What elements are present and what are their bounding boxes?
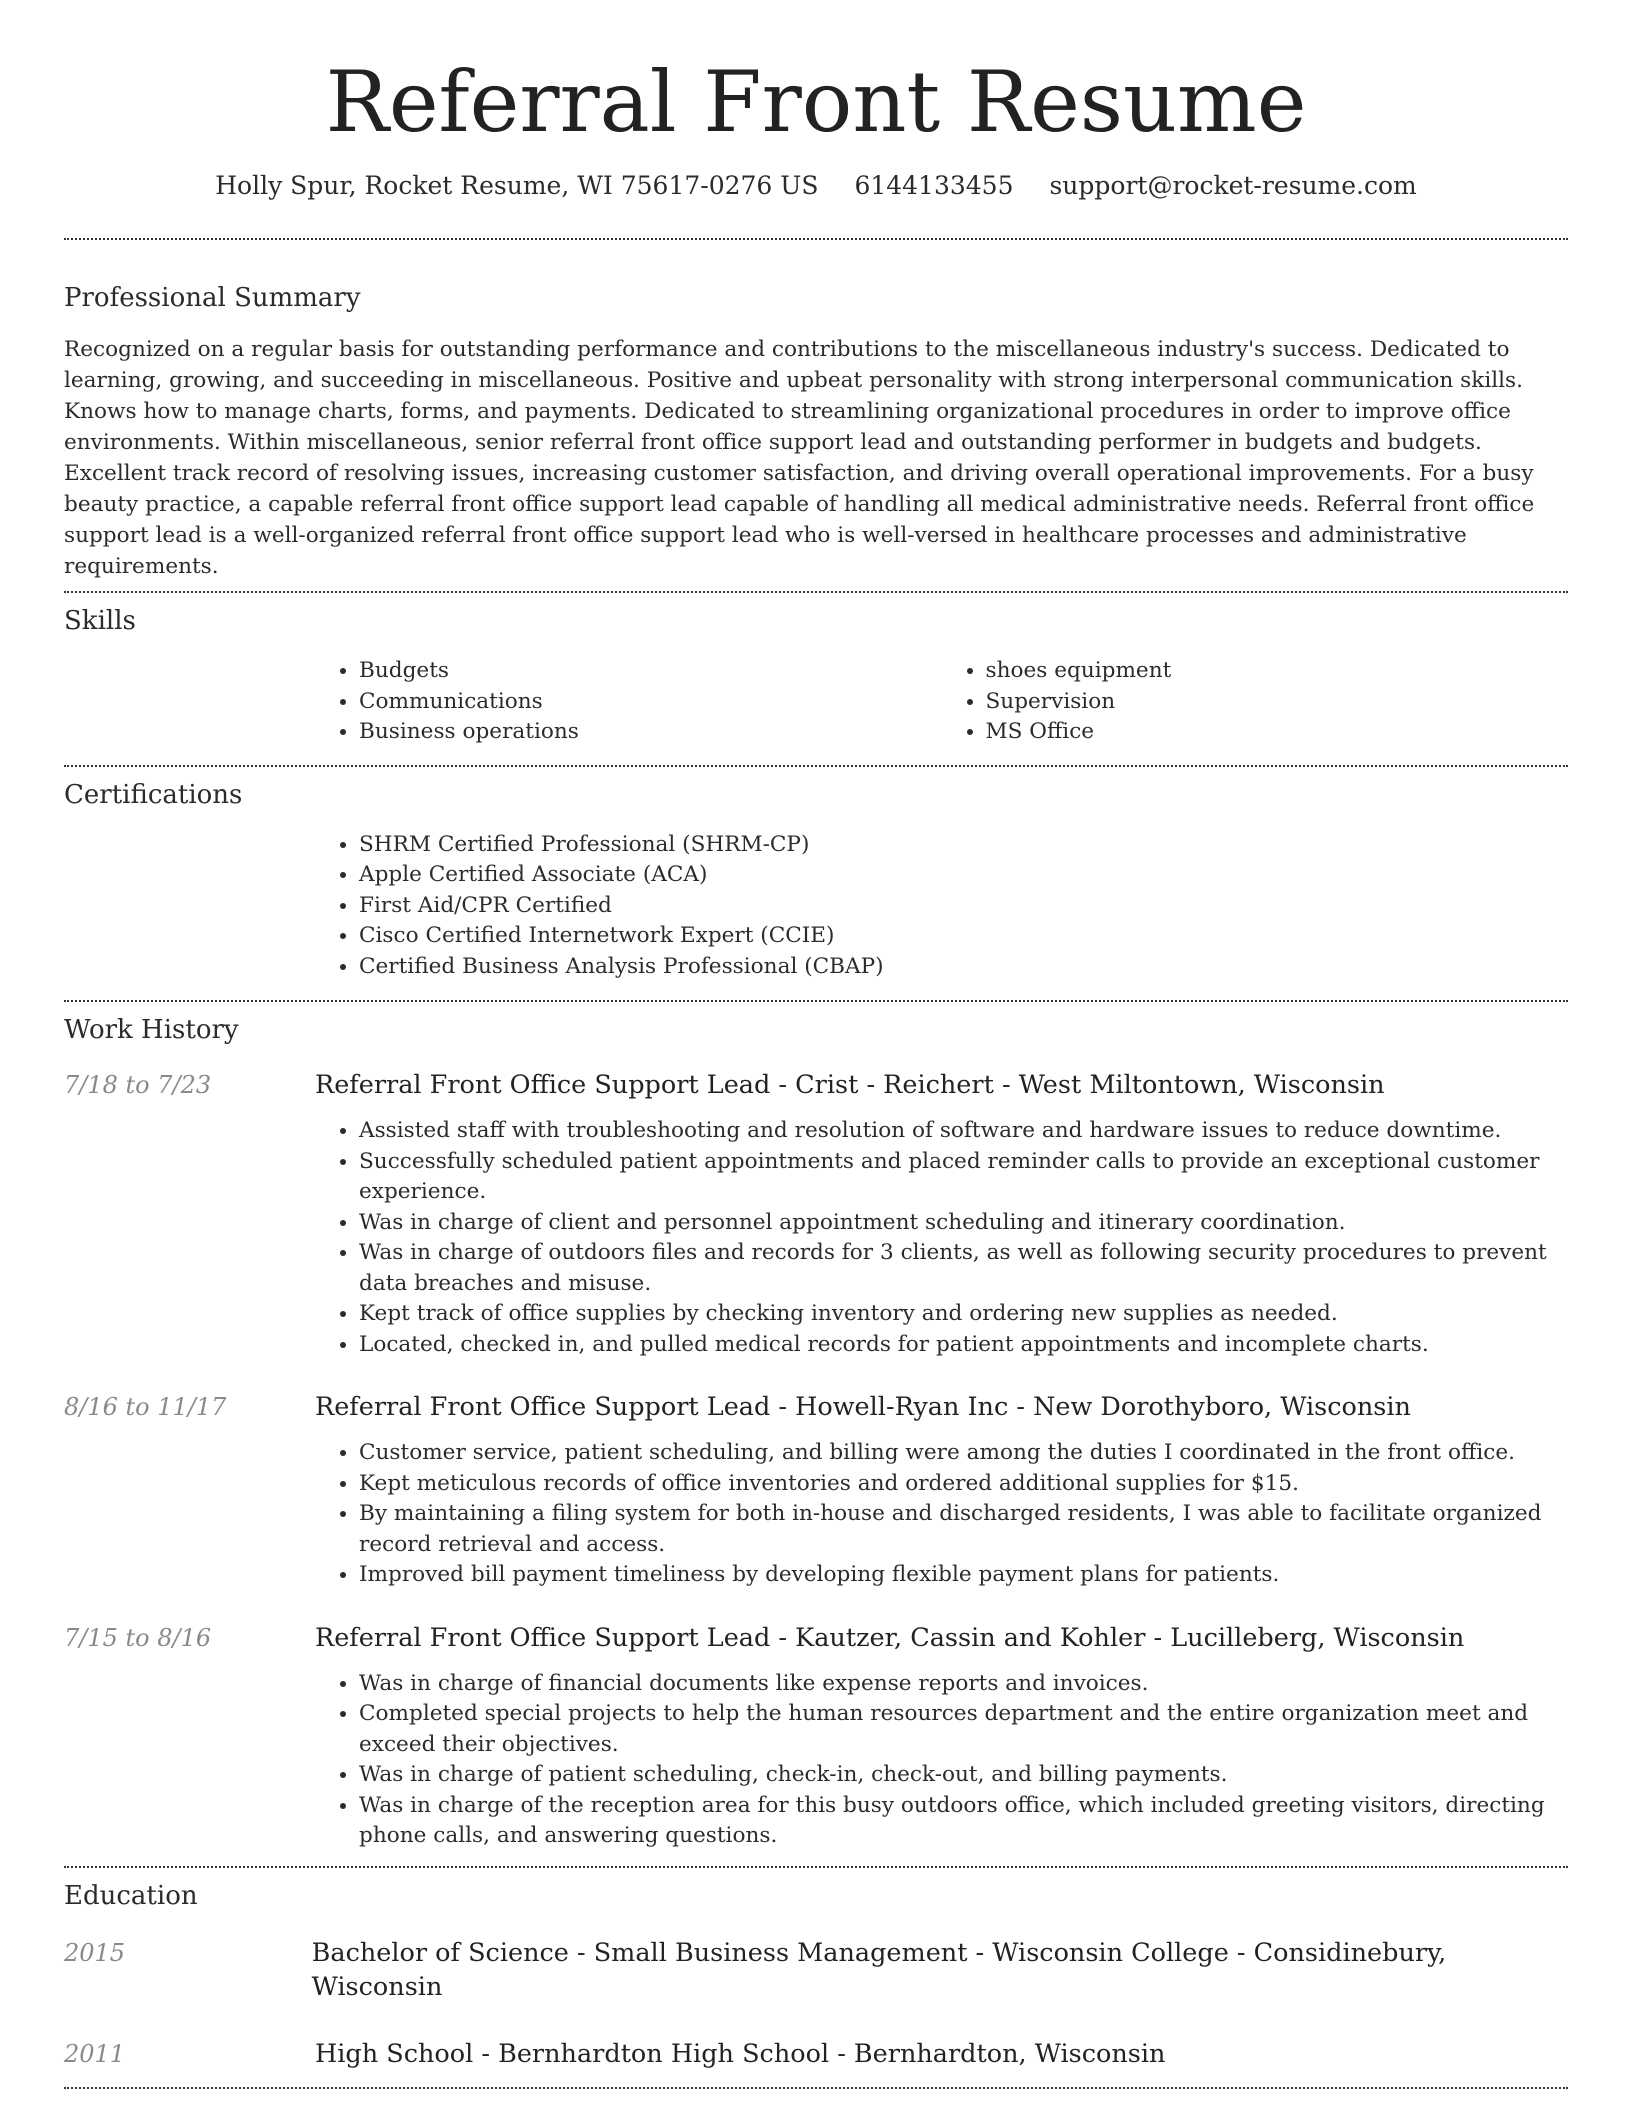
education-year: 2015	[64, 1938, 126, 1967]
job-bullet: • Was in charge of the reception area for this busy outdoors office, which included greeting visitors, directing phone calls, and answering questions.	[359, 1791, 1568, 1852]
job-bullets	[315, 1116, 1568, 1360]
education-heading: Education	[64, 1880, 198, 1911]
skill-item: • shoes equipment	[986, 656, 1569, 687]
work-heading: Work History	[64, 1015, 239, 1045]
education-entry	[64, 1936, 1568, 2004]
job-bullet: • Was in charge of client and personnel appointment scheduling and itinerary coordination.	[359, 1208, 1568, 1239]
job-dates: 8/16 to 11/17	[64, 1393, 227, 1421]
job-title: Referral Front Office Support Lead - Howell-Ryan Inc - New Dorothyboro, Wisconsin	[315, 1392, 1411, 1422]
contact-line	[64, 168, 1568, 204]
job-bullets	[315, 1669, 1568, 1852]
job-dates: 7/18 to 7/23	[64, 1071, 212, 1099]
certification-item: • Cisco Certified Internetwork Expert (CCIE)	[359, 921, 1568, 952]
divider	[64, 765, 1568, 767]
certifications-heading: Certifications	[64, 779, 243, 810]
job-entry	[64, 1390, 1568, 1591]
certification-item: • First Aid/CPR Certified	[359, 891, 1568, 922]
job-bullet: • Kept track of office supplies by checking inventory and ordering new supplies as needed.	[359, 1299, 1568, 1330]
job-header	[64, 1621, 1568, 1655]
summary-text: Recognized on a regular basis for outstanding performance and contributions to the miscellaneous industry's success. Dedicated to learning, growing, and succeeding in miscellaneous. Positive and upbeat personality with strong interpersonal communication skills. Knows how to manage charts, forms, and payments. Dedicated to streamlining organizational procedures in order to improve office environments. Within miscellaneous, senior referral front office support lead and outstanding performer in budgets and budgets. Excellent track record of resolving issues, increasing customer satisfaction, and driving overall operational improvements. For a busy beauty practice, a capable referral front office support lead capable of handling all medical administrative needs. Referral front office support lead is a well-organized referral front office support lead who is well-versed in healthcare processes and administrative requirements.	[64, 337, 1535, 579]
certification-item: • Apple Certified Associate (ACA)	[359, 860, 1568, 891]
summary-heading: Professional Summary	[64, 283, 361, 313]
job-bullet: • Completed special projects to help the human resources department and the entire organization meet and exceed their objectives.	[359, 1699, 1568, 1760]
job-bullet: • Was in charge of patient scheduling, check-in, check-out, and billing payments.	[359, 1760, 1568, 1791]
job-bullet: • Improved bill payment timeliness by developing flexible payment plans for patients.	[359, 1560, 1568, 1591]
education-year: 2011	[64, 2039, 126, 2068]
job-bullet: • Located, checked in, and pulled medical records for patient appointments and incomplete charts.	[359, 1330, 1568, 1361]
skill-item: • Budgets	[359, 656, 942, 687]
job-bullet: • Was in charge of financial documents like expense reports and invoices.	[359, 1669, 1568, 1700]
skill-item: • Communications	[359, 687, 942, 718]
skill-item: • Business operations	[359, 717, 942, 748]
job-bullet: • By maintaining a filing system for both in-house and discharged residents, I was able to facilitate organized record retrieval and access.	[359, 1499, 1568, 1560]
job-header	[64, 1390, 1568, 1424]
job-entry	[64, 1068, 1568, 1360]
job-title: Referral Front Office Support Lead - Crist - Reichert - West Miltontown, Wisconsin	[315, 1070, 1385, 1100]
education-title: High School - Bernhardton High School - Bernhardton, Wisconsin	[315, 2038, 1166, 2069]
skills-column-1	[315, 656, 942, 748]
divider	[64, 1000, 1568, 1002]
education-title: Bachelor of Science - Small Business Management - Wisconsin College - Considinebury, Wisconsin	[311, 1937, 1447, 2002]
certification-item: • Certified Business Analysis Professional (CBAP)	[359, 952, 1568, 983]
skill-item: • MS Office	[986, 717, 1569, 748]
job-header	[64, 1068, 1568, 1102]
skills-column-2	[942, 656, 1569, 748]
job-title: Referral Front Office Support Lead - Kautzer, Cassin and Kohler - Lucilleberg, Wisconsin	[315, 1622, 1465, 1653]
contact-address: Holly Spur, Rocket Resume, WI 75617-0276 US	[215, 171, 819, 200]
divider	[64, 238, 1568, 240]
resume-title: Referral Front Resume	[325, 53, 1307, 151]
contact-email: support@rocket-resume.com	[1049, 171, 1417, 200]
job-bullet: • Assisted staff with troubleshooting and resolution of software and hardware issues to reduce downtime.	[359, 1116, 1568, 1147]
job-bullet: • Customer service, patient scheduling, and billing were among the duties I coordinated in the front office.	[359, 1438, 1568, 1469]
contact-phone: 6144133455	[854, 171, 1014, 200]
divider	[64, 1866, 1568, 1868]
certification-item: • SHRM Certified Professional (SHRM-CP)	[359, 830, 1568, 861]
resume-page	[64, 0, 1568, 2089]
job-bullets	[315, 1438, 1568, 1591]
skill-item: • Supervision	[986, 687, 1569, 718]
job-bullet: • Kept meticulous records of office inventories and ordered additional supplies for $15.	[359, 1469, 1568, 1500]
skills-list	[315, 656, 1568, 748]
job-entry	[64, 1621, 1568, 1852]
job-dates: 7/15 to 8/16	[64, 1623, 212, 1652]
certifications-list	[315, 830, 1568, 983]
education-entry	[64, 2037, 1568, 2071]
job-bullet: • Successfully scheduled patient appointments and placed reminder calls to provide an exceptional customer experience.	[359, 1147, 1568, 1208]
divider	[64, 2087, 1568, 2089]
skills-heading: Skills	[64, 606, 136, 636]
job-bullet: • Was in charge of outdoors files and records for 3 clients, as well as following security procedures to prevent data breaches and misuse.	[359, 1238, 1568, 1299]
divider	[64, 591, 1568, 593]
